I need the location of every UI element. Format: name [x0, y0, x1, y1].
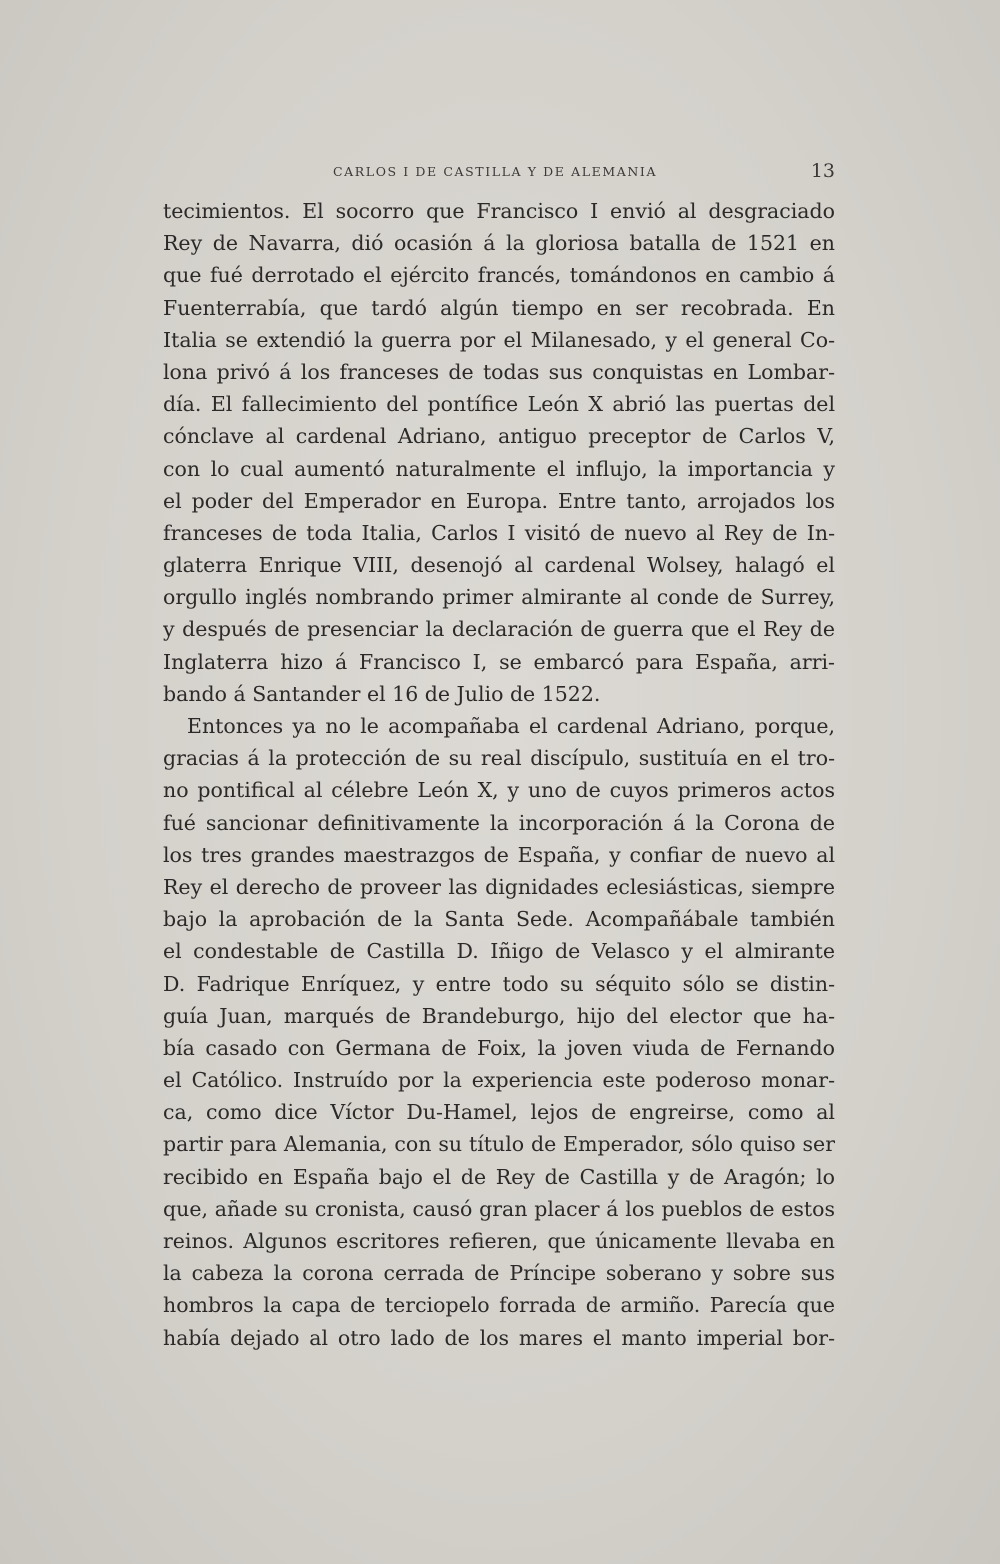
- text-body: [163, 195, 835, 1354]
- text-line: Inglaterra hizo á Francisco I, se embarcó para España, arri-: [163, 649, 835, 674]
- text-line: Fuenterrabía, que tardó algún tiempo en ser recobrada. En: [163, 295, 835, 320]
- text-line: cónclave al cardenal Adriano, antiguo preceptor de Carlos V,: [163, 424, 835, 449]
- page-number: 13: [810, 160, 835, 182]
- text-line: el poder del Emperador en Europa. Entre tanto, arrojados los: [163, 488, 835, 513]
- text-line: no pontifical al célebre León X, y uno de cuyos primeros actos: [163, 778, 835, 803]
- text-line: día. El fallecimiento del pontífice León X abrió las puertas del: [163, 392, 835, 417]
- text-line: y después de presenciar la declaración de guerra que el Rey de: [163, 617, 835, 642]
- text-line: orgullo inglés nombrando primer almirante al conde de Surrey,: [163, 585, 835, 610]
- text-line: D. Fadrique Enríquez, y entre todo su séquito sólo se distin-: [163, 971, 835, 996]
- running-title: CARLOS I DE CASTILLA Y DE ALEMANIA: [333, 164, 658, 179]
- text-line: reinos. Algunos escritores refieren, que únicamente llevaba en: [163, 1229, 835, 1253]
- text-line: los tres grandes maestrazgos de España, y confiar de nuevo al: [163, 842, 835, 867]
- text-line: Rey el derecho de proveer las dignidades eclesiásticas, siempre: [163, 874, 835, 899]
- text-line: tecimientos. El socorro que Francisco I envió al desgraciado: [163, 199, 835, 223]
- text-line: Rey de Navarra, dió ocasión á la gloriosa batalla de 1521 en: [163, 231, 835, 256]
- text-line: con lo cual aumentó naturalmente el influjo, la importancia y: [163, 456, 835, 481]
- text-line: franceses de toda Italia, Carlos I visitó de nuevo al Rey de In-: [163, 520, 835, 545]
- text-line: lona privó á los franceses de todas sus conquistas en Lombar-: [163, 359, 835, 384]
- text-line: gracias á la protección de su real discípulo, sustituía en el tro-: [163, 746, 835, 771]
- text-line: guía Juan, marqués de Brandeburgo, hijo del elector que ha-: [163, 1003, 835, 1028]
- text-line: la cabeza la corona cerrada de Príncipe soberano y sobre sus: [163, 1261, 835, 1286]
- text-line: que fué derrotado el ejército francés, tomándonos en cambio á: [163, 263, 835, 288]
- text-line: el condestable de Castilla D. Iñigo de Velasco y el almirante: [163, 939, 835, 964]
- text-line: Entonces ya no le acompañaba el cardenal Adriano, porque,: [187, 714, 835, 738]
- running-head: [163, 160, 835, 188]
- text-line: que, añade su cronista, causó gran placer á los pueblos de estos: [163, 1196, 835, 1221]
- text-line: bando á Santander el 16 de Julio de 1522.: [163, 681, 601, 706]
- text-line: el Católico. Instruído por la experiencia este poderoso monar-: [163, 1068, 835, 1093]
- text-line: ca, como dice Víctor Du-Hamel, lejos de engreirse, como al: [163, 1100, 835, 1125]
- text-line: hombros la capa de terciopelo forrada de armiño. Parecía que: [163, 1293, 835, 1318]
- text-line: fué sancionar definitivamente la incorporación á la Corona de: [163, 810, 835, 835]
- text-line: glaterra Enrique VIII, desenojó al cardenal Wolsey, halagó el: [163, 553, 835, 578]
- text-line: recibido en España bajo el de Rey de Castilla y de Aragón; lo: [163, 1164, 835, 1189]
- text-line: Italia se extendió la guerra por el Milanesado, y el general Co-: [163, 327, 835, 352]
- text-line: bajo la aprobación de la Santa Sede. Acompañábale también: [163, 907, 835, 932]
- text-line: bía casado con Germana de Foix, la joven viuda de Fernando: [163, 1035, 835, 1060]
- text-line: había dejado al otro lado de los mares el manto imperial bor-: [163, 1325, 835, 1350]
- text-line: partir para Alemania, con su título de Emperador, sólo quiso ser: [163, 1132, 835, 1157]
